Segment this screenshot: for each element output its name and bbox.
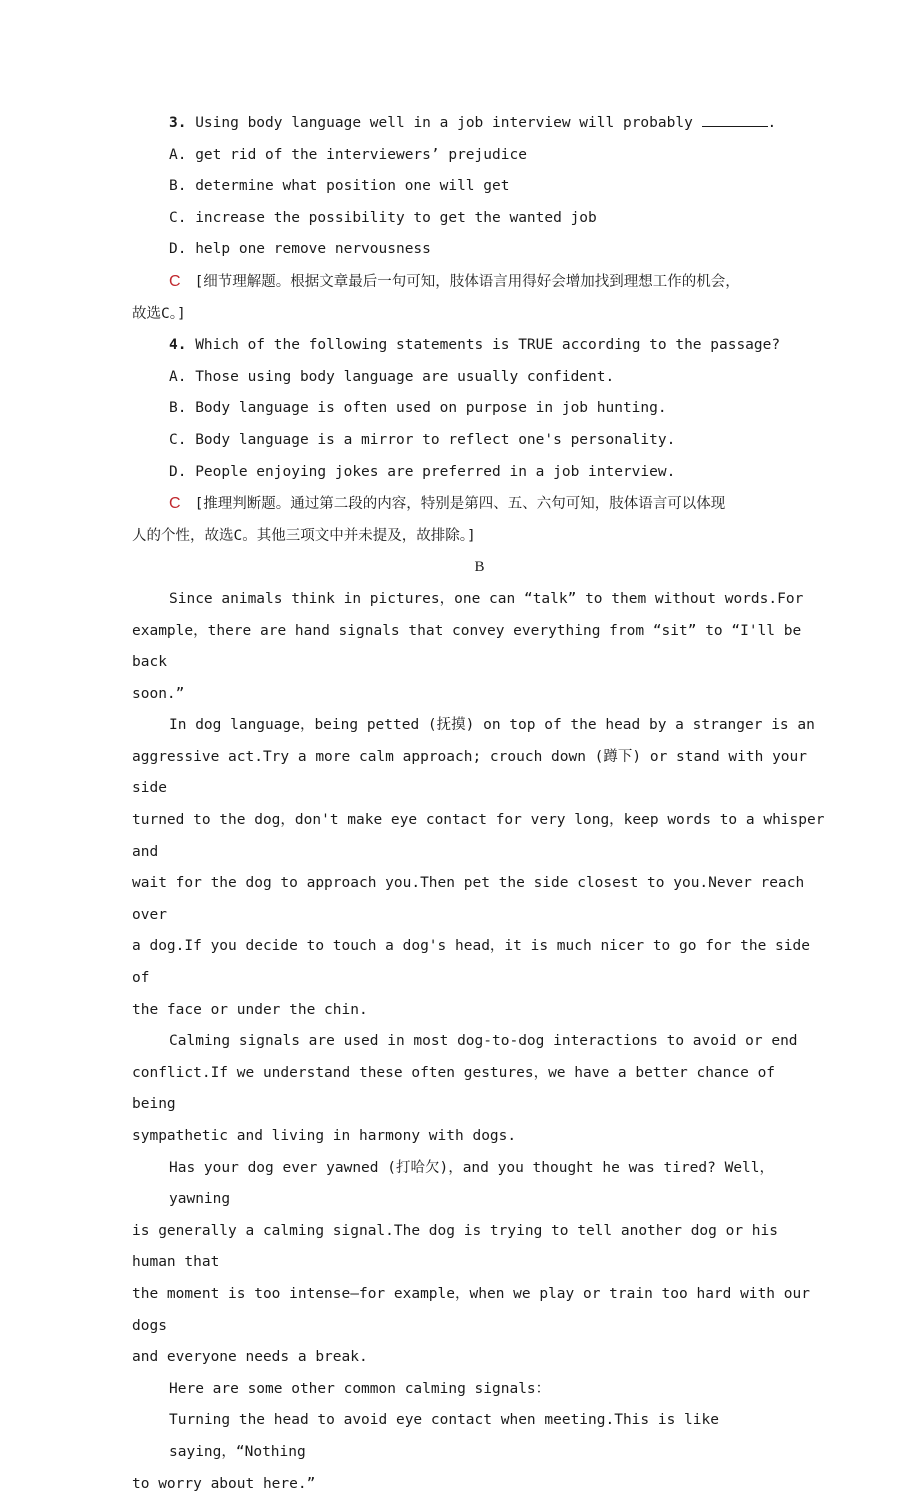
passage-b [132, 584, 834, 1500]
answer-letter: C [169, 495, 181, 513]
passage-line: turned to the dog，don't make eye contact for very long，keep words to a whisper and [132, 812, 834, 860]
passage-line: Here are some other common calming signals： [169, 1380, 551, 1397]
option-d: D. People enjoying jokes are preferred in a job interview. [169, 463, 676, 480]
passage-line: aggressive act.Try a more calm approach; crouch down (蹲下) or stand with your side [132, 748, 816, 797]
explanation-text: [推理判断题。通过第二段的内容，特别是第四、五、六句可知，肢体语言可以体现 [194, 496, 726, 513]
option-d: D. help one remove nervousness [169, 241, 431, 258]
explanation-continued: 故选C。] [132, 305, 186, 322]
passage-line: In dog language，being petted (抚摸) on top of the head by a stranger is an [169, 717, 815, 734]
question-stem-text: Using body language well in a job interview will probably [195, 115, 693, 131]
answer-explanation [132, 488, 827, 521]
question-4 [132, 330, 827, 552]
question-number: 3. [169, 115, 187, 131]
passage-line: to worry about here.” [132, 1475, 316, 1492]
question-4-stem [132, 330, 827, 362]
question-3 [132, 108, 827, 330]
passage-line: Turning the head to avoid eye contact when meeting.This is like saying，“Nothing [169, 1412, 728, 1460]
explanation-continued: 人的个性，故选C。其他三项文中并未提及，故排除。] [132, 527, 476, 544]
passage-line: Has your dog ever yawned (打哈欠)，and you thought he was tired? Well，yawning [169, 1159, 775, 1208]
question-3-stem [132, 108, 827, 140]
passage-line: Calming signals are used in most dog-to-dog interactions to avoid or end [169, 1033, 798, 1050]
passage-line: wait for the dog to approach you.Then pet the side closest to you.Never reach over [132, 875, 813, 923]
passage-line: conflict.If we understand these often gestures，we have a better chance of being [132, 1064, 784, 1113]
passage-line: and everyone needs a break. [132, 1349, 368, 1366]
option-a: A. Those using body language are usually confident. [169, 368, 615, 385]
answer-blank [702, 114, 768, 127]
explanation-text: [细节理解题。根据文章最后一句可知，肢体语言用得好会增加找到理想工作的机会， [194, 273, 740, 290]
passage-line: example，there are hand signals that convey everything from “sit” to “I'll be back [132, 622, 810, 671]
answer-explanation [132, 266, 827, 299]
option-b: B. determine what position one will get [169, 178, 510, 195]
passage-line: the face or under the chin. [132, 1001, 368, 1018]
question-stem-text: Which of the following statements is TRUE according to the passage? [195, 337, 781, 354]
question-number: 4. [169, 337, 187, 354]
passage-line: is generally a calming signal.The dog is trying to tell another dog or his human that [132, 1222, 787, 1271]
passage-line: a dog.If you decide to touch a dog's head，it is much nicer to go for the side of [132, 938, 819, 987]
option-a: A. get rid of the interviewers’ prejudice [169, 146, 527, 163]
document-page [132, 108, 834, 1500]
stem-end: . [767, 115, 777, 131]
passage-line: the moment is too intense—for example，when we play or train too hard with our dogs [132, 1285, 819, 1334]
option-c: C. Body language is a mirror to reflect one's personality. [169, 431, 676, 448]
option-b: B. Body language is often used on purpose in job hunting. [169, 400, 667, 417]
option-c: C. increase the possibility to get the wanted job [169, 209, 597, 226]
section-title: B [474, 559, 485, 576]
passage-line: Since animals think in pictures，one can “talk” to them without words.For [169, 590, 804, 607]
answer-letter: C [169, 272, 181, 290]
passage-line: soon.” [132, 685, 185, 702]
passage-line: sympathetic and living in harmony with dogs. [132, 1128, 517, 1144]
